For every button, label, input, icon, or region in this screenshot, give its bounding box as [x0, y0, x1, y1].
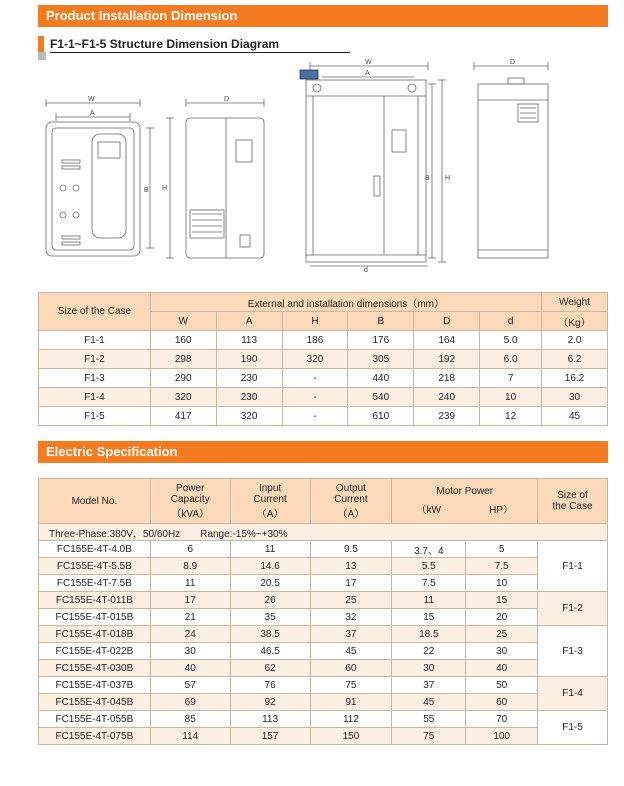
cell-output: 112 [310, 711, 392, 728]
cell-hp: 70 [466, 711, 538, 728]
cell-d-small: 5.0 [480, 331, 542, 350]
header-h: H [282, 312, 348, 331]
cell-hp: 50 [466, 677, 538, 694]
cell-model: FC155E-4T-4.0B [39, 541, 151, 558]
section-header-electric [38, 441, 608, 463]
dimension-table [38, 292, 608, 426]
cell-kva: 6 [150, 541, 230, 558]
cell-input: 76 [230, 677, 310, 694]
cell-size: F1-5 [39, 407, 151, 426]
cell-kw: 5.5 [392, 558, 466, 575]
cell-case: F1-5 [538, 711, 608, 745]
cell-w: 320 [150, 388, 216, 407]
cell-kva: 85 [150, 711, 230, 728]
cell-a: 320 [216, 407, 282, 426]
cell-case: F1-1 [538, 541, 608, 592]
cell-b: 305 [348, 350, 414, 369]
table-row [39, 592, 608, 609]
cell-b: 440 [348, 369, 414, 388]
cell-w: 290 [150, 369, 216, 388]
cell-weight: 30 [542, 388, 608, 407]
side-view-small [166, 99, 264, 258]
cell-w: 160 [150, 331, 216, 350]
label-a-large: A [365, 70, 370, 77]
label-d-large: D [510, 59, 516, 66]
table-row [39, 694, 608, 711]
cell-hp: 60 [466, 694, 538, 711]
cell-output: 75 [310, 677, 392, 694]
cell-weight: 16.2 [542, 369, 608, 388]
label-h: H [162, 185, 168, 192]
cell-case: F1-3 [538, 626, 608, 677]
table-row [39, 677, 608, 694]
cell-output: 32 [310, 609, 392, 626]
cell-size: F1-3 [39, 369, 151, 388]
label-d: D [224, 96, 230, 103]
header-weight: Weight [542, 293, 608, 312]
cell-weight: 2.0 [542, 331, 608, 350]
cell-input: 113 [230, 711, 310, 728]
cell-b: 610 [348, 407, 414, 426]
cell-model: FC155E-4T-055B [39, 711, 151, 728]
cell-weight: 45 [542, 407, 608, 426]
header-d-small: d [480, 312, 542, 331]
cell-d-small: 12 [480, 407, 542, 426]
cell-a: 230 [216, 388, 282, 407]
header-power: Power Capacity （kVA） [150, 479, 230, 524]
cell-kva: 21 [150, 609, 230, 626]
cell-kva: 69 [150, 694, 230, 711]
cell-b: 176 [348, 331, 414, 350]
label-a: A [90, 110, 95, 117]
table-row [39, 369, 608, 388]
cell-model: FC155E-4T-022B [39, 643, 151, 660]
cell-input: 26 [230, 592, 310, 609]
cell-output: 13 [310, 558, 392, 575]
cell-model: FC155E-4T-037B [39, 677, 151, 694]
cell-hp: 25 [466, 626, 538, 643]
cell-d: 164 [414, 331, 480, 350]
cell-case: F1-4 [538, 677, 608, 711]
cell-size: F1-1 [39, 331, 151, 350]
cell-model: FC155E-4T-7.5B [39, 575, 151, 592]
cell-input: 20.5 [230, 575, 310, 592]
cell-kw: 3.7、4 [392, 541, 466, 558]
phase-note: Three-Phase:380V，50/60Hz Range:-15%~+30% [39, 524, 608, 541]
cell-kva: 40 [150, 660, 230, 677]
cell-b: 540 [348, 388, 414, 407]
cell-hp: 20 [466, 609, 538, 626]
cell-a: 190 [216, 350, 282, 369]
cell-kw: 11 [392, 592, 466, 609]
table-row [39, 541, 608, 558]
cell-kw: 45 [392, 694, 466, 711]
cell-input: 46.5 [230, 643, 310, 660]
cell-output: 45 [310, 643, 392, 660]
label-w-large: W [365, 59, 372, 66]
header-d: D [414, 312, 480, 331]
cell-h: 186 [282, 331, 348, 350]
cell-output: 37 [310, 626, 392, 643]
cell-kva: 30 [150, 643, 230, 660]
cell-output: 9.5 [310, 541, 392, 558]
header-motor-power: Motor Power （kW HP） [392, 479, 538, 524]
cell-kw: 15 [392, 609, 466, 626]
table-row [39, 575, 608, 592]
cell-output: 17 [310, 575, 392, 592]
label-h-large: H [445, 175, 451, 182]
header-output-current: Output Current （A） [310, 479, 392, 524]
cell-kva: 24 [150, 626, 230, 643]
cell-h: 320 [282, 350, 348, 369]
cell-h: - [282, 388, 348, 407]
cell-input: 11 [230, 541, 310, 558]
table-row [39, 331, 608, 350]
section-title: Product Installation Dimension [46, 8, 238, 23]
cell-size: F1-4 [39, 388, 151, 407]
cell-h: - [282, 369, 348, 388]
cell-input: 38.5 [230, 626, 310, 643]
label-b-large: B [425, 175, 430, 182]
cell-hp: 5 [466, 541, 538, 558]
front-view-small [46, 99, 154, 256]
cell-a: 230 [216, 369, 282, 388]
table-row [39, 350, 608, 369]
cell-output: 150 [310, 728, 392, 745]
cell-input: 14.6 [230, 558, 310, 575]
cell-kw: 37 [392, 677, 466, 694]
header-model: Model No. [39, 479, 151, 524]
cell-input: 157 [230, 728, 310, 745]
cell-w: 417 [150, 407, 216, 426]
cell-d-small: 6.0 [480, 350, 542, 369]
cell-d-small: 7 [480, 369, 542, 388]
cell-output: 91 [310, 694, 392, 711]
header-a: A [216, 312, 282, 331]
cell-d: 218 [414, 369, 480, 388]
cell-kw: 18.5 [392, 626, 466, 643]
cell-hp: 15 [466, 592, 538, 609]
cell-h: - [282, 407, 348, 426]
section-title: Electric Specification [46, 444, 178, 459]
cell-hp: 7.5 [466, 558, 538, 575]
table-row [39, 407, 608, 426]
table-row [39, 609, 608, 626]
header-size-case: Size of the Case [538, 479, 608, 524]
cell-size: F1-2 [39, 350, 151, 369]
cell-model: FC155E-4T-5.5B [39, 558, 151, 575]
cell-model: FC155E-4T-030B [39, 660, 151, 677]
header-weight-unit: （Kg） [542, 312, 608, 331]
cell-hp: 100 [466, 728, 538, 745]
cell-hp: 30 [466, 643, 538, 660]
table-row [39, 643, 608, 660]
cell-d: 240 [414, 388, 480, 407]
table-row [39, 626, 608, 643]
cell-d: 192 [414, 350, 480, 369]
table-row [39, 711, 608, 728]
table-row [39, 728, 608, 745]
label-w: W [88, 96, 95, 103]
cell-kva: 57 [150, 677, 230, 694]
table-row [39, 558, 608, 575]
header-dimensions: External and installation dimensions（mm） [150, 293, 541, 312]
cell-model: FC155E-4T-018B [39, 626, 151, 643]
cell-kva: 114 [150, 728, 230, 745]
cell-kw: 7.5 [392, 575, 466, 592]
cell-kw: 30 [392, 660, 466, 677]
cell-model: FC155E-4T-015B [39, 609, 151, 626]
electric-spec-table [38, 478, 608, 745]
subtitle-text: F1-1~F1-5 Structure Dimension Diagram [50, 37, 280, 51]
cell-kva: 17 [150, 592, 230, 609]
label-b: B [144, 187, 149, 194]
cell-d: 239 [414, 407, 480, 426]
cell-input: 35 [230, 609, 310, 626]
header-size-case: Size of the Case [39, 293, 151, 331]
cell-kw: 55 [392, 711, 466, 728]
header-w: W [150, 312, 216, 331]
cell-model: FC155E-4T-075B [39, 728, 151, 745]
cell-weight: 6.2 [542, 350, 608, 369]
cell-model: FC155E-4T-045B [39, 694, 151, 711]
cell-output: 60 [310, 660, 392, 677]
cell-hp: 10 [466, 575, 538, 592]
cell-kva: 11 [150, 575, 230, 592]
dimension-drawings [0, 0, 624, 290]
cell-case: F1-2 [538, 592, 608, 626]
header-b: B [348, 312, 414, 331]
label-d-small: d [364, 267, 368, 274]
cell-w: 298 [150, 350, 216, 369]
cell-kva: 8.9 [150, 558, 230, 575]
cell-input: 62 [230, 660, 310, 677]
cell-d-small: 10 [480, 388, 542, 407]
cell-input: 92 [230, 694, 310, 711]
cell-output: 25 [310, 592, 392, 609]
side-view-large [474, 62, 548, 258]
table-row [39, 388, 608, 407]
table-row [39, 660, 608, 677]
cell-kw: 22 [392, 643, 466, 660]
front-view-large [300, 62, 446, 266]
header-input-current: Input Current （A） [230, 479, 310, 524]
cell-model: FC155E-4T-011B [39, 592, 151, 609]
cell-a: 113 [216, 331, 282, 350]
cell-hp: 40 [466, 660, 538, 677]
cell-kw: 75 [392, 728, 466, 745]
